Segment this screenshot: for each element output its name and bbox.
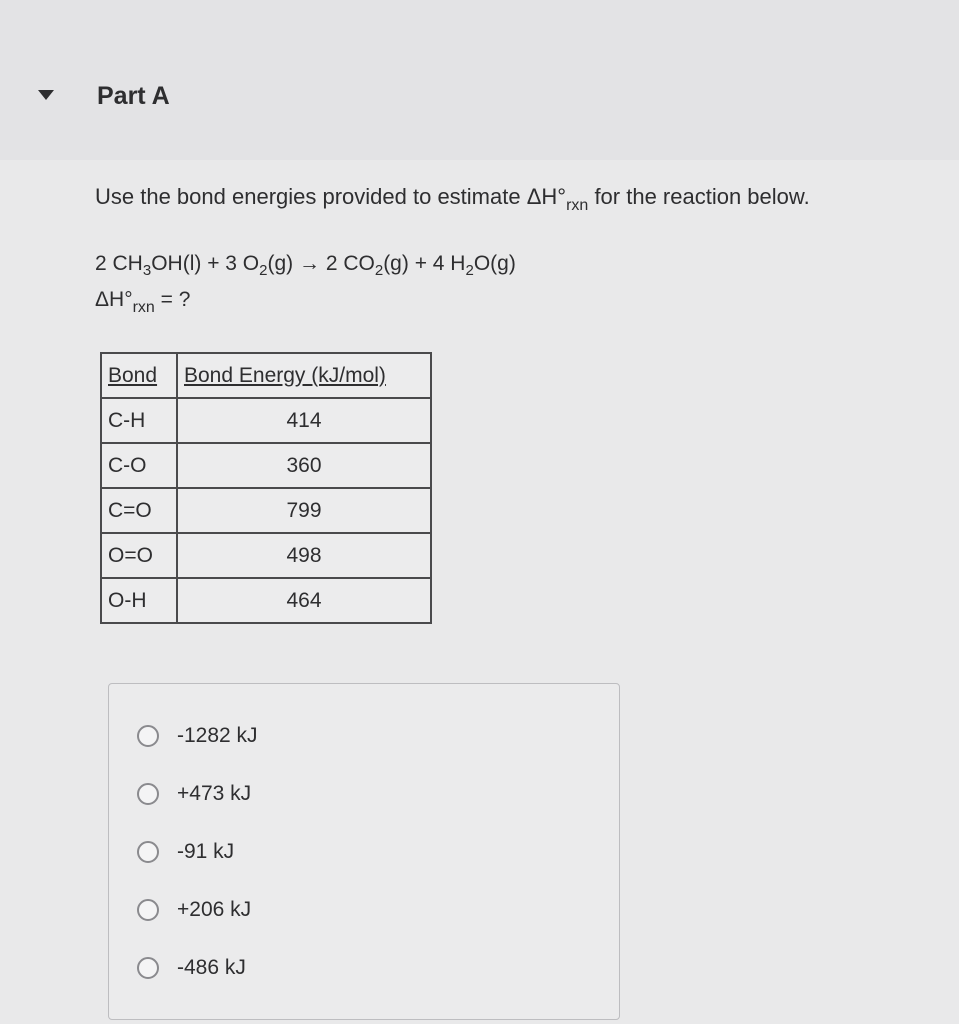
energy-cell: 464: [177, 578, 431, 623]
radio-button-icon[interactable]: [137, 725, 159, 747]
answer-option[interactable]: [137, 840, 234, 864]
bond-cell: O=O: [101, 533, 177, 578]
question-subscript: rxn: [566, 197, 589, 214]
header-bond-energy: Bond Energy (kJ/mol): [177, 353, 431, 398]
table-row: [101, 578, 431, 623]
delta-h-query: [95, 288, 190, 317]
energy-cell: 414: [177, 398, 431, 443]
reaction-part: OH(l) + 3 O: [151, 252, 260, 275]
option-label: -91 kJ: [177, 840, 235, 863]
option-label: +206 kJ: [177, 898, 252, 921]
bond-cell: O-H: [101, 578, 177, 623]
reaction-subscript: 2: [465, 262, 474, 279]
option-label: +473 kJ: [177, 782, 252, 805]
header-bond: Bond: [101, 353, 177, 398]
answer-option[interactable]: [137, 724, 258, 748]
radio-button-icon[interactable]: [137, 841, 159, 863]
delta-h-suffix: = ?: [154, 288, 191, 311]
table-header-row: [101, 353, 431, 398]
collapse-toggle-icon[interactable]: [38, 90, 54, 100]
answer-options: [108, 683, 620, 1020]
bond-cell: C-O: [101, 443, 177, 488]
table-row: [101, 488, 431, 533]
bond-cell: C-H: [101, 398, 177, 443]
option-label: -1282 kJ: [177, 724, 258, 747]
reaction-equation: [95, 252, 516, 279]
delta-h-subscript: rxn: [132, 299, 155, 316]
answer-option[interactable]: [137, 898, 251, 922]
radio-button-icon[interactable]: [137, 899, 159, 921]
reaction-part: (g) + 4 H: [383, 252, 466, 275]
option-label: -486 kJ: [177, 956, 246, 979]
question-prefix: Use the bond energies provided to estimate ΔH°: [95, 184, 567, 209]
bond-cell: C=O: [101, 488, 177, 533]
energy-cell: 360: [177, 443, 431, 488]
bond-energy-table: [100, 352, 432, 624]
answer-option[interactable]: [137, 782, 251, 806]
table-row: [101, 443, 431, 488]
part-title[interactable]: Part A: [97, 82, 170, 110]
reaction-subscript: 3: [142, 262, 152, 279]
question-suffix: for the reaction below.: [588, 184, 810, 209]
reaction-subscript: 2: [259, 262, 268, 279]
delta-h-prefix: ΔH°: [95, 288, 133, 311]
part-header: [0, 0, 959, 160]
answer-option[interactable]: [137, 956, 246, 980]
energy-cell: 498: [177, 533, 431, 578]
radio-button-icon[interactable]: [137, 957, 159, 979]
reaction-part: (g) → 2 CO: [267, 252, 375, 275]
energy-cell: 799: [177, 488, 431, 533]
table-row: [101, 533, 431, 578]
reaction-subscript: 2: [374, 262, 384, 279]
table-row: [101, 398, 431, 443]
reaction-part: 2 CH: [95, 252, 143, 275]
reaction-part: O(g): [473, 252, 516, 275]
radio-button-icon[interactable]: [137, 783, 159, 805]
question-text: [95, 184, 810, 215]
